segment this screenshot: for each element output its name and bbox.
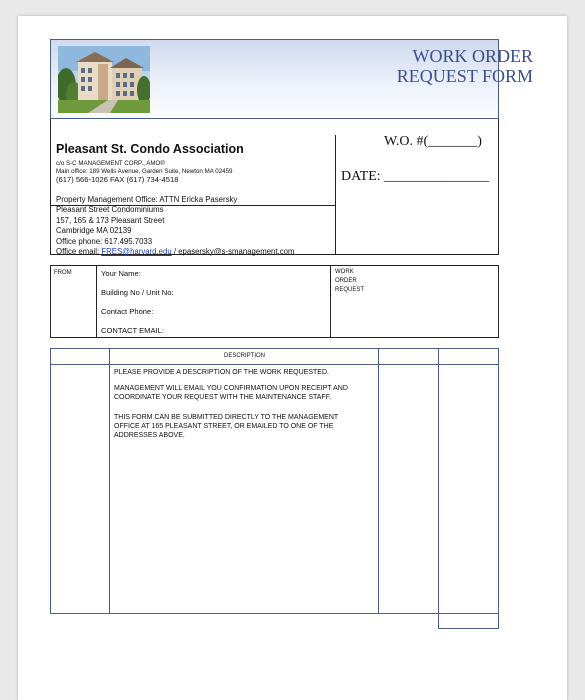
description-header-rule [50,364,499,365]
building-unit-field[interactable]: Building No / Unit No: [101,288,174,297]
description-para-2: MANAGEMENT WILL EMAIL YOU CONFIRMATION UPON RECEIPT AND COORDINATE YOUR REQUEST WITH THE MAINTENANCE STAFF. [114,385,348,401]
form-title-line1: WORK ORDER [412,46,533,66]
desc-col-3 [438,348,439,614]
phone-fax-line: (617) 566-1026 FAX (617) 734-4518 [56,175,179,184]
form-title-line2: REQUEST FORM [396,66,533,86]
description-para-3: THIS FORM CAN BE SUBMITTED DIRECTLY TO THE MANAGEMENT OFFICE AT 165 PLEASANT STREET, OR EMAILED TO ONE OF THE ADDRESSES ABOVE. [114,414,339,439]
mgmt-line1: Property Management Office: ATTN Ericka Pasersky [56,195,238,204]
mgmt-line5: Office phone: 617.495.7033 [56,236,153,246]
info-divider [335,135,336,254]
association-name: Pleasant St. Condo Association [56,142,244,156]
co-line: c/o S-C MANAGEMENT CORP., AMO® [56,160,165,167]
from-divider-right [330,265,331,338]
description-para-1: PLEASE PROVIDE A DESCRIPTION OF THE WORK REQUESTED. [114,369,329,376]
main-office-line: Main office: 189 Wells Avenue, Garden Suite, Newton MA 02459 [56,168,233,175]
your-name-field[interactable]: Your Name: [101,269,141,278]
wor-line2: ORDER [335,278,357,284]
mgmt-line2: Pleasant Street Condominiums [56,205,164,215]
email-separator: / [171,247,179,257]
email-label: Office email: [56,247,102,257]
from-label: FROM [54,270,72,276]
total-box[interactable] [438,614,499,629]
description-header: DESCRIPTION [224,353,266,359]
mgmt-line3: 157, 165 & 173 Pleasant Street [56,215,165,225]
mgmt-line4: Cambridge MA 02139 [56,226,132,236]
from-divider [96,265,97,338]
work-order-request-label [335,268,364,295]
building-photo [58,46,150,113]
desc-col-2 [378,348,379,614]
form-title [397,46,533,86]
contact-email-field[interactable]: CONTACT EMAIL: [101,326,165,335]
wor-line3: REQUEST [335,287,365,293]
management-office-block [56,195,294,257]
mgmt-email-line [56,247,294,257]
wor-line1: WORK [335,269,354,275]
contact-phone-field[interactable]: Contact Phone: [101,307,154,316]
email-link-1[interactable]: FRES@harvard.edu [101,247,172,257]
date-field[interactable]: DATE: _______________ [341,169,490,184]
desc-col-1 [109,348,110,614]
email-2: epasersky@s-smanagement.com [178,247,295,257]
wo-number-field[interactable]: W.O. #(_______) [384,134,482,149]
